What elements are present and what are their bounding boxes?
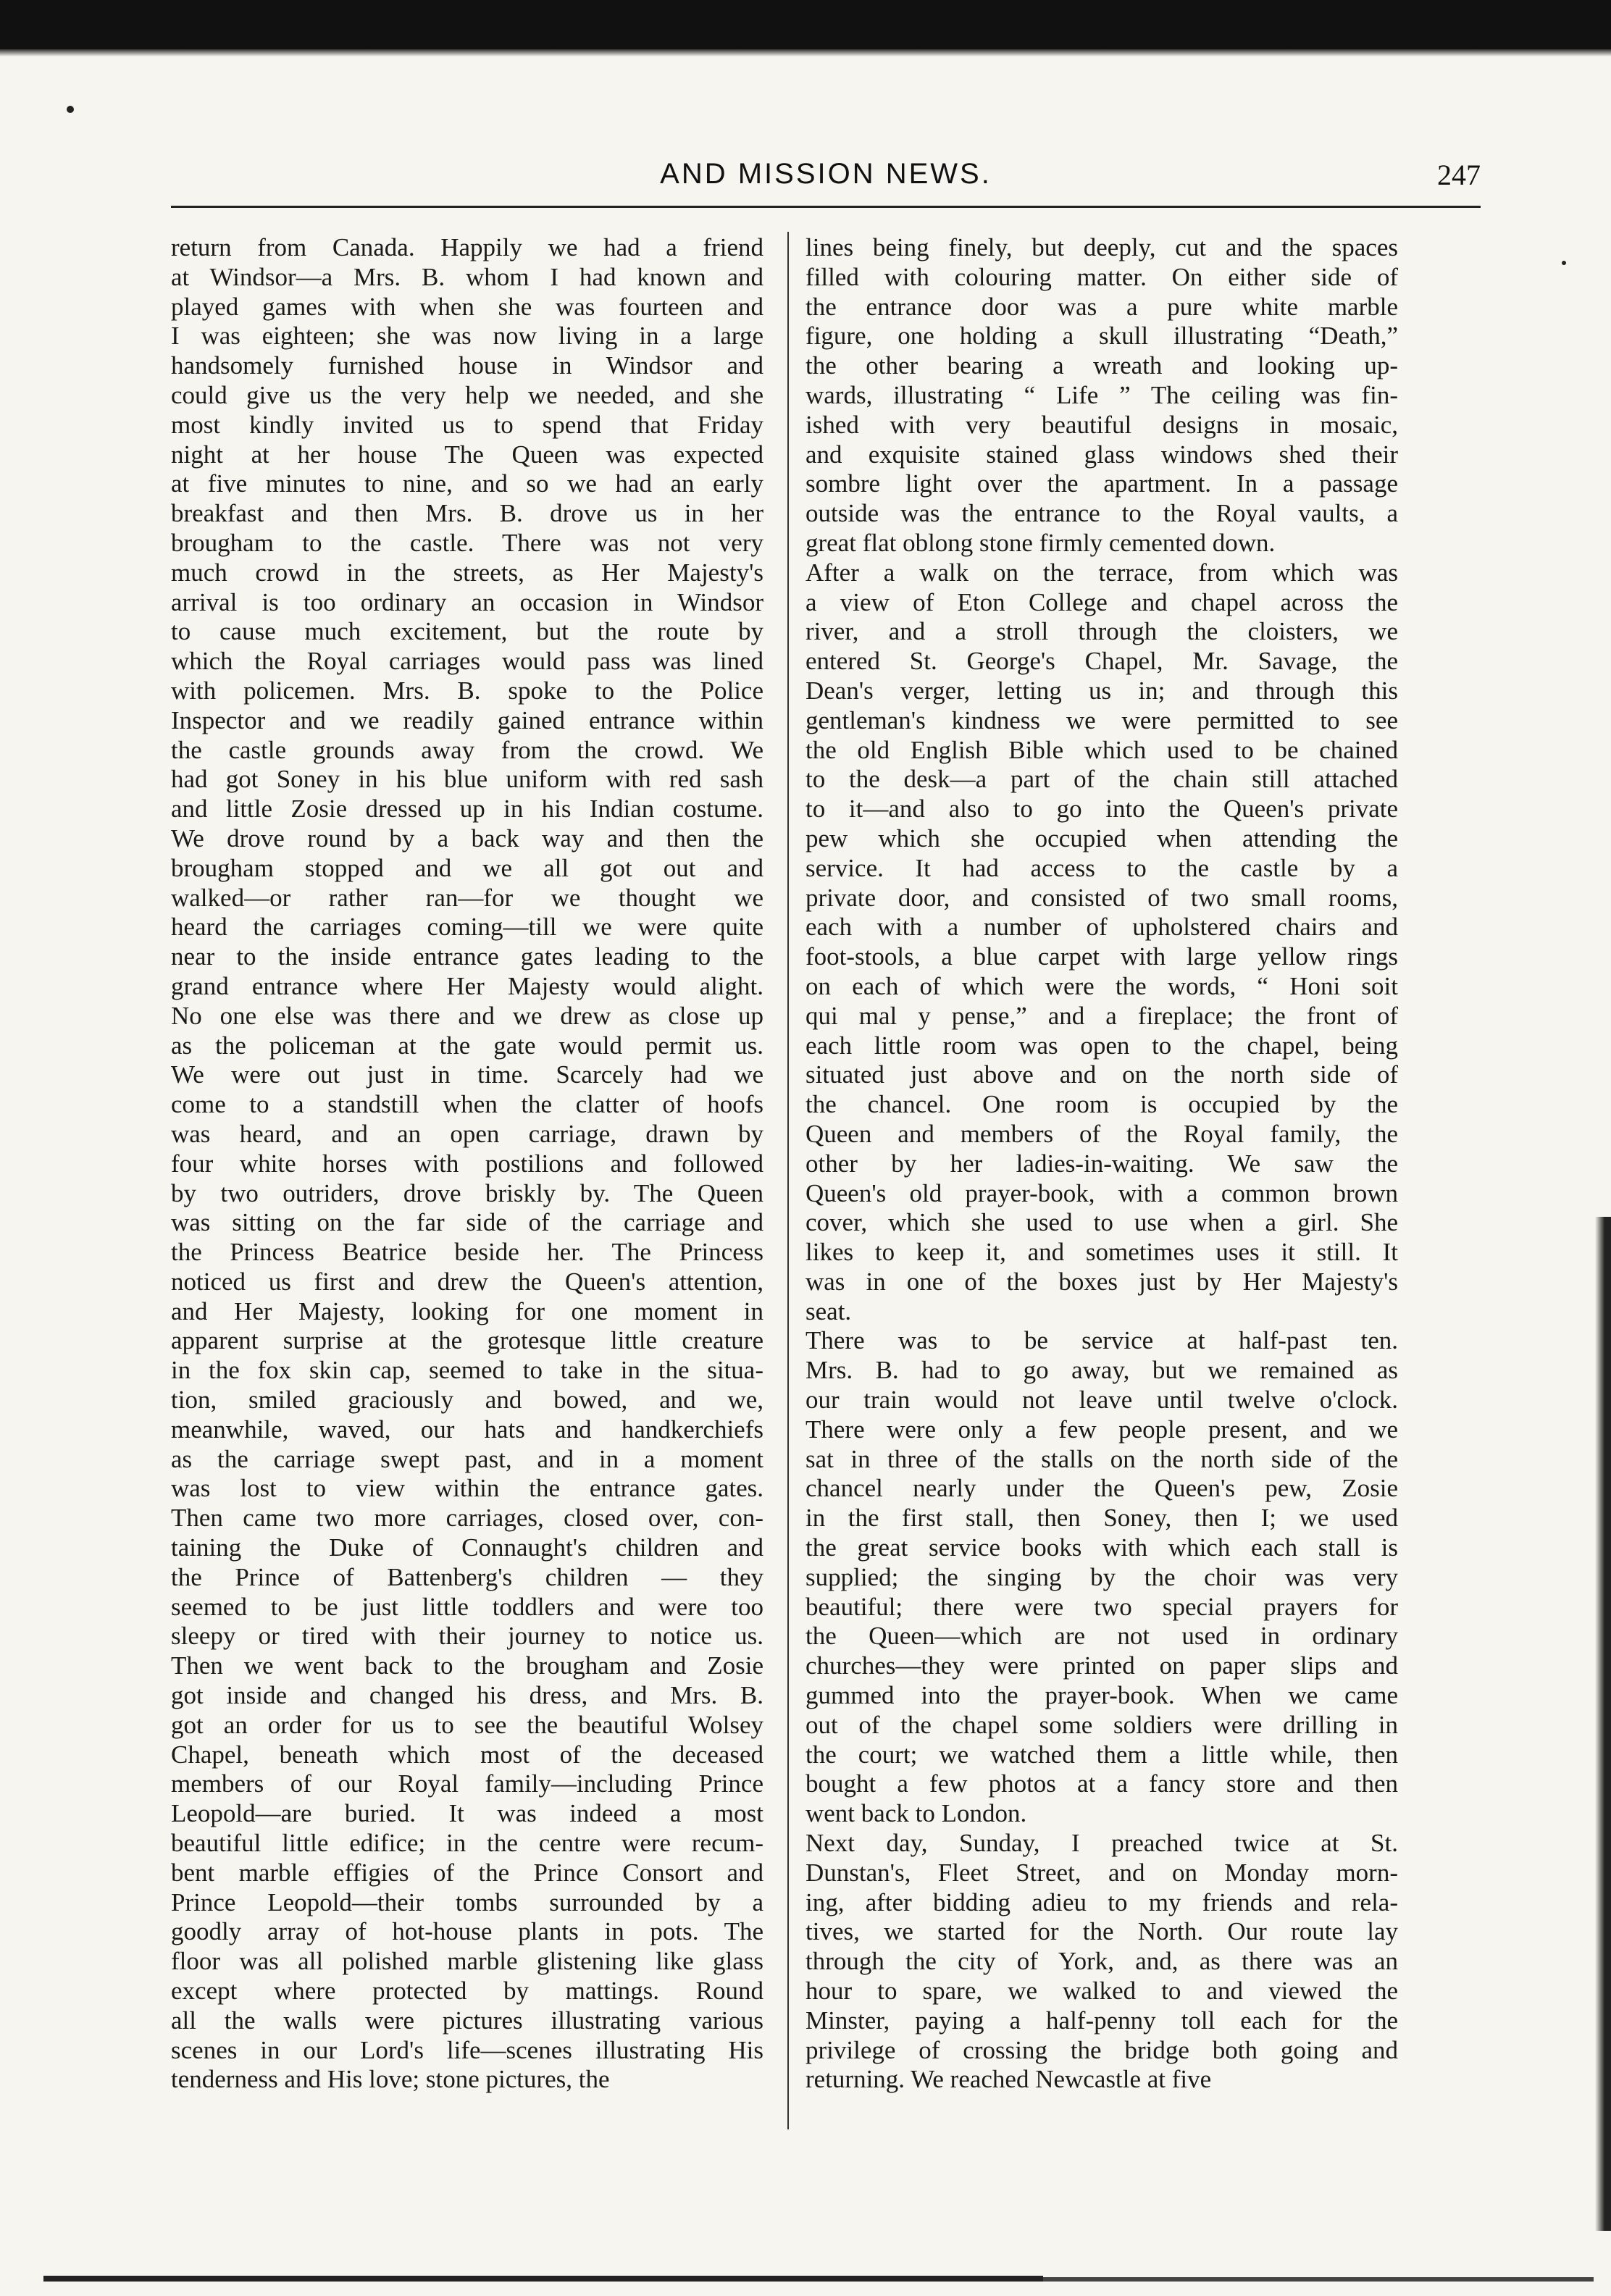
- text-line: figure, one holding a skull illustrating “Death,”: [806, 322, 1398, 351]
- text-line: noticed us first and drew the Queen's attention,: [171, 1267, 763, 1296]
- text-line: We were out just in time. Scarcely had we: [171, 1060, 763, 1089]
- text-line: beautiful; there were two special prayers for: [806, 1592, 1398, 1621]
- text-line: and Her Majesty, looking for one moment in: [171, 1296, 763, 1325]
- text-line: great flat oblong stone firmly cemented down.: [806, 528, 1276, 557]
- text-line: Dean's verger, letting us in; and through this: [806, 676, 1398, 705]
- text-line: got inside and changed his dress, and Mrs. B.: [171, 1681, 763, 1710]
- text-line: got an order for us to see the beautiful Wolsey: [171, 1710, 763, 1739]
- page-number: 247: [1437, 159, 1481, 191]
- text-line: taining the Duke of Connaught's children and: [171, 1533, 763, 1562]
- text-line: in the first stall, then Soney, then I; we used: [806, 1504, 1398, 1533]
- text-line: seat.: [806, 1296, 852, 1325]
- text-line: qui mal y pense,” and a fireplace; the front of: [806, 1001, 1398, 1030]
- header-rule: [171, 206, 1481, 208]
- text-line: members of our Royal family—including Prince: [171, 1769, 763, 1798]
- scan-top-border: [0, 0, 1611, 49]
- text-line: had got Soney in his blue uniform with red sash: [171, 765, 763, 794]
- text-line: the castle grounds away from the crowd. We: [171, 735, 763, 764]
- text-line: gummed into the prayer-book. When we came: [806, 1681, 1398, 1710]
- text-line: beautiful little edifice; in the centre were recum-: [171, 1829, 763, 1858]
- text-line: all the walls were pictures illustrating various: [171, 2006, 763, 2035]
- text-line: ished with very beautiful designs in mosaic,: [806, 410, 1398, 439]
- text-line: played games with when she was fourteen and: [171, 292, 763, 321]
- text-line: went back to London.: [806, 1799, 1027, 1828]
- text-line: Chapel, beneath which most of the deceased: [171, 1740, 763, 1769]
- text-line: ing, after bidding adieu to my friends and rela-: [806, 1888, 1398, 1916]
- text-line: seemed to be just little toddlers and were too: [171, 1592, 763, 1621]
- text-line: sat in three of the stalls on the north side of the: [806, 1444, 1398, 1473]
- text-line: situated just above and on the north side of: [806, 1060, 1398, 1089]
- text-line: service. It had access to the castle by a: [806, 853, 1398, 882]
- text-line: breakfast and then Mrs. B. drove us in her: [171, 499, 763, 528]
- text-line: I was eighteen; she was now living in a large: [171, 322, 763, 351]
- text-line: river, and a stroll through the cloisters, we: [806, 617, 1398, 646]
- text-line: brougham to the castle. There was not very: [171, 528, 763, 557]
- text-line: There was to be service at half-past ten.: [806, 1326, 1398, 1355]
- text-line: returning. We reached Newcastle at five: [806, 2065, 1212, 2094]
- text-line: the other bearing a wreath and looking up-: [806, 351, 1398, 380]
- text-line: We drove round by a back way and then the: [171, 824, 763, 852]
- text-line: each little room was open to the chapel, being: [806, 1031, 1398, 1060]
- text-line: Then came two more carriages, closed over, con-: [171, 1504, 763, 1533]
- text-line: the Princess Beatrice beside her. The Princess: [171, 1238, 763, 1267]
- text-line: the court; we watched them a little while, then: [806, 1740, 1398, 1769]
- text-line: and little Zosie dressed up in his Indian costume.: [171, 795, 763, 824]
- text-line: out of the chapel some soldiers were drilling in: [806, 1710, 1398, 1739]
- text-line: Dunstan's, Fleet Street, and on Monday morn-: [806, 1858, 1398, 1887]
- text-line: foot-stools, a blue carpet with large yellow rings: [806, 942, 1398, 971]
- text-line: Leopold—are buried. It was indeed a most: [171, 1799, 763, 1828]
- text-line: There were only a few people present, and we: [806, 1415, 1398, 1444]
- text-line: private door, and consisted of two small rooms,: [806, 883, 1398, 912]
- text-line: was in one of the boxes just by Her Majesty's: [806, 1267, 1398, 1296]
- text-line: wards, illustrating “ Life ” The ceiling was fin-: [806, 380, 1398, 409]
- text-line: and exquisite stained glass windows shed their: [806, 440, 1398, 469]
- text-line: handsomely furnished house in Windsor and: [171, 351, 763, 380]
- text-line: Inspector and we readily gained entrance within: [171, 705, 763, 734]
- text-line: churches—they were printed on paper slips and: [806, 1651, 1398, 1680]
- text-line: was heard, and an open carriage, drawn by: [171, 1119, 763, 1148]
- text-line: at Windsor—a Mrs. B. whom I had known and: [171, 262, 763, 291]
- text-line: the great service books with which each stall is: [806, 1533, 1398, 1562]
- text-line: Mrs. B. had to go away, but we remained as: [806, 1356, 1398, 1385]
- text-line: Then we went back to the brougham and Zosie: [171, 1651, 763, 1680]
- scan-right-edge: [1595, 1217, 1611, 2231]
- text-line: with policemen. Mrs. B. spoke to the Police: [171, 676, 763, 705]
- text-line: meanwhile, waved, our hats and handkerchiefs: [171, 1415, 763, 1444]
- text-line: walked—or rather ran—for we thought we: [171, 883, 763, 912]
- text-line: four white horses with postilions and followed: [171, 1149, 763, 1178]
- text-line: bought a few photos at a fancy store and then: [806, 1769, 1398, 1798]
- text-line: the Prince of Battenberg's children — they: [171, 1562, 763, 1591]
- text-line: as the policeman at the gate would permit us.: [171, 1031, 763, 1060]
- text-line: which the Royal carriages would pass was lined: [171, 647, 763, 676]
- text-line: grand entrance where Her Majesty would alight.: [171, 971, 763, 1000]
- text-line: as the carriage swept past, and in a moment: [171, 1444, 763, 1473]
- running-title: AND MISSION NEWS.: [660, 158, 992, 190]
- text-line: tives, we started for the North. Our route lay: [806, 1917, 1398, 1946]
- text-line: entered St. George's Chapel, Mr. Savage, the: [806, 647, 1398, 676]
- text-line: most kindly invited us to spend that Friday: [171, 410, 763, 439]
- margin-speck: [1562, 261, 1566, 265]
- text-line: except where protected by mattings. Round: [171, 1977, 763, 2006]
- text-line: was lost to view within the entrance gates.: [171, 1474, 763, 1503]
- running-header: [171, 158, 1481, 201]
- text-line: near to the inside entrance gates leading to the: [171, 942, 763, 971]
- text-line: return from Canada. Happily we had a friend: [171, 233, 763, 261]
- text-line: night at her house The Queen was expected: [171, 440, 763, 469]
- text-line: arrival is too ordinary an occasion in Windsor: [171, 587, 763, 616]
- text-line: supplied; the singing by the choir was very: [806, 1562, 1398, 1591]
- text-line: our train would not leave until twelve o'clock.: [806, 1386, 1398, 1415]
- scan-bottom-border-tail: [1043, 2277, 1594, 2282]
- text-line: at five minutes to nine, and so we had an early: [171, 469, 763, 498]
- text-line: bent marble effigies of the Prince Consort and: [171, 1858, 763, 1887]
- text-line: a view of Eton College and chapel across the: [806, 587, 1398, 616]
- text-line: outside was the entrance to the Royal vaults, a: [806, 499, 1398, 528]
- text-line: hour to spare, we walked to and viewed the: [806, 1977, 1398, 2006]
- text-line: Queen and members of the Royal family, the: [806, 1119, 1398, 1148]
- text-line: the chancel. One room is occupied by the: [806, 1090, 1398, 1119]
- text-line: pew which she occupied when attending the: [806, 824, 1398, 852]
- text-line: to the desk—a part of the chain still attached: [806, 765, 1398, 794]
- text-line: sombre light over the apartment. In a passage: [806, 469, 1398, 498]
- text-line: gentleman's kindness we were permitted to see: [806, 705, 1398, 734]
- text-line: goodly array of hot-house plants in pots. The: [171, 1917, 763, 1946]
- text-line: sleepy or tired with their journey to notice us.: [171, 1622, 763, 1651]
- text-line: the old English Bible which used to be chained: [806, 735, 1398, 764]
- text-line: in the fox skin cap, seemed to take in the situa-: [171, 1356, 763, 1385]
- text-line: by two outriders, drove briskly by. The Queen: [171, 1178, 763, 1207]
- column-divider: [787, 232, 789, 2129]
- text-line: privilege of crossing the bridge both going and: [806, 2035, 1398, 2064]
- text-line: the Queen—which are not used in ordinary: [806, 1622, 1398, 1651]
- text-line: floor was all polished marble glistening like glass: [171, 1947, 763, 1976]
- right-column: [806, 233, 1398, 2095]
- text-line: Minster, paying a half-penny toll each for the: [806, 2006, 1398, 2035]
- text-line: to cause much excitement, but the route by: [171, 617, 763, 646]
- text-line: Prince Leopold—their tombs surrounded by a: [171, 1888, 763, 1916]
- text-line: apparent surprise at the grotesque little creature: [171, 1326, 763, 1355]
- text-line: each with a number of upholstered chairs and: [806, 913, 1398, 942]
- text-line: Next day, Sunday, I preached twice at St.: [806, 1829, 1398, 1858]
- text-line: scenes in our Lord's life—scenes illustrating His: [171, 2035, 763, 2064]
- text-line: After a walk on the terrace, from which was: [806, 558, 1398, 587]
- text-line: filled with colouring matter. On either side of: [806, 262, 1398, 291]
- left-column: [171, 233, 763, 2095]
- text-line: much crowd in the streets, as Her Majesty's: [171, 558, 763, 587]
- text-line: brougham stopped and we all got out and: [171, 853, 763, 882]
- text-line: No one else was there and we drew as close up: [171, 1001, 763, 1030]
- text-line: tion, smiled graciously and bowed, and we,: [171, 1386, 763, 1415]
- text-line: cover, which she used to use when a girl. She: [806, 1208, 1398, 1237]
- text-line: to it—and also to go into the Queen's private: [806, 795, 1398, 824]
- text-line: other by her ladies-in-waiting. We saw the: [806, 1149, 1398, 1178]
- text-line: was sitting on the far side of the carriage and: [171, 1208, 763, 1237]
- text-line: on each of which were the words, “ Honi soit: [806, 971, 1398, 1000]
- text-line: come to a standstill when the clatter of hoofs: [171, 1090, 763, 1119]
- text-line: likes to keep it, and sometimes uses it still. It: [806, 1238, 1398, 1267]
- margin-speck: [67, 106, 74, 113]
- text-line: chancel nearly under the Queen's pew, Zosie: [806, 1474, 1398, 1503]
- text-line: could give us the very help we needed, and she: [171, 380, 763, 409]
- text-line: Queen's old prayer-book, with a common brown: [806, 1178, 1398, 1207]
- scan-bottom-border: [43, 2276, 1043, 2282]
- scan-top-shadow: [0, 49, 1611, 56]
- text-line: heard the carriages coming—till we were quite: [171, 913, 763, 942]
- text-line: the entrance door was a pure white marble: [806, 292, 1398, 321]
- text-line: tenderness and His love; stone pictures, the: [171, 2065, 610, 2094]
- text-line: lines being finely, but deeply, cut and the spaces: [806, 233, 1398, 261]
- text-line: through the city of York, and, as there was an: [806, 1947, 1398, 1976]
